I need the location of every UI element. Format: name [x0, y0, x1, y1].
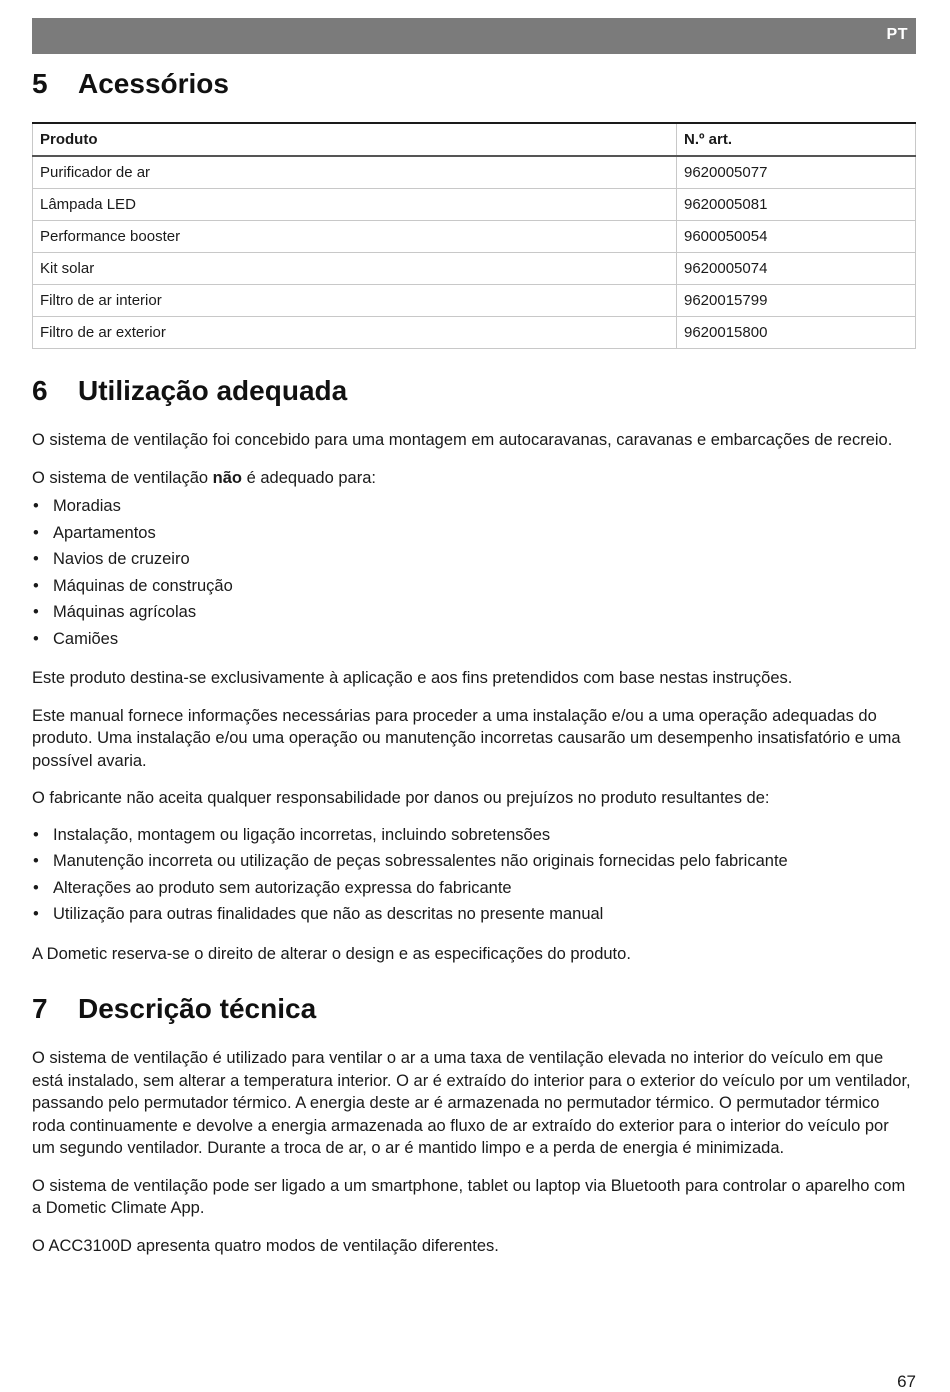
list-item: • Camiões — [32, 626, 916, 653]
section-heading — [32, 993, 916, 1025]
product-cell: Performance booster — [33, 221, 677, 253]
table-row — [33, 221, 916, 253]
section-intended-use — [32, 375, 916, 965]
language-tag: PT — [886, 26, 908, 43]
product-cell: Kit solar — [33, 253, 677, 285]
art-no-cell: 9620015800 — [677, 317, 916, 349]
list-item: • Máquinas de construção — [32, 573, 916, 600]
section-accessories — [32, 68, 916, 349]
page-number: 67 — [897, 1372, 916, 1391]
table-row — [33, 317, 916, 349]
list-item: • Manutenção incorreta ou utilização de peças sobressalentes não originais fornecidas pelo fabricante — [32, 848, 916, 875]
paragraph: O ACC3100D apresenta quatro modos de ventilação diferentes. — [32, 1236, 499, 1255]
paragraph: O sistema de ventilação é utilizado para ventilar o ar a uma taxa de ventilação elevada no interior do veículo em que está instalado, sem alterar a temperatura interior. O ar é extraído do interior para o exterior do veículo por um ventilador, passando pelo permutador térmico. A energia deste ar é armazenada no permutador térmico. O permutador térmico roda continuamente e devolve a energia armazenada ao fluxo de ar extraído do exterior para o interior do veículo por um segundo ventilador. Durante a troca de ar, o ar é mantido limpo e a perda de energia é minimizada. — [32, 1049, 911, 1157]
accessories-table — [32, 122, 916, 349]
paragraph: O fabricante não aceita qualquer responsabilidade por danos ou prejuízos no produto resultantes de: — [32, 789, 770, 807]
list-item: • Máquinas agrícolas — [32, 599, 916, 626]
table-row — [33, 253, 916, 285]
section-title: Acessórios — [78, 68, 229, 99]
section-number: 6 — [32, 375, 48, 406]
column-header-product: Produto — [33, 123, 677, 156]
text-run: O sistema de ventilação — [32, 468, 213, 487]
product-cell: Lâmpada LED — [33, 189, 677, 221]
table-row — [33, 156, 916, 189]
art-no-cell: 9620015799 — [677, 285, 916, 317]
table-row — [33, 285, 916, 317]
section-heading — [32, 68, 916, 100]
paragraph: Este produto destina-se exclusivamente à aplicação e aos fins pretendidos com base nestas instruções. — [32, 669, 793, 687]
section-technical-description — [32, 993, 916, 1257]
not-suitable-list — [32, 493, 916, 652]
art-no-cell: 9600050054 — [677, 221, 916, 253]
emphasis-text: não — [212, 468, 243, 487]
table-header-row — [33, 123, 916, 156]
list-item: • Utilização para outras finalidades que não as descritas no presente manual — [32, 901, 916, 928]
art-no-cell: 9620005077 — [677, 156, 916, 189]
art-no-cell: 9620005074 — [677, 253, 916, 285]
liability-list — [32, 822, 916, 928]
paragraph: O sistema de ventilação foi concebido para uma montagem em autocaravanas, caravanas e embarcações de recreio. — [32, 431, 893, 449]
list-item: • Navios de cruzeiro — [32, 546, 916, 573]
list-item: • Alterações ao produto sem autorização expressa do fabricante — [32, 875, 916, 902]
product-cell: Purificador de ar — [33, 156, 677, 189]
art-no-cell: 9620005081 — [677, 189, 916, 221]
page-content — [32, 64, 916, 1257]
section-title: Descrição técnica — [78, 993, 317, 1024]
section-heading — [32, 375, 916, 407]
list-item: • Moradias — [32, 493, 916, 520]
paragraph-not-suitable — [32, 467, 916, 490]
list-item: • Apartamentos — [32, 520, 916, 547]
section-number: 7 — [32, 993, 48, 1024]
text-run: é adequado para: — [242, 468, 376, 487]
column-header-art-no: N.º art. — [677, 123, 916, 156]
section-title: Utilização adequada — [78, 375, 348, 406]
paragraph: O sistema de ventilação pode ser ligado a um smartphone, tablet ou laptop via Bluetooth para controlar o aparelho com a Dometic Climate App. — [32, 1176, 906, 1217]
section-number: 5 — [32, 68, 48, 99]
table-row — [33, 189, 916, 221]
header-bar — [32, 18, 916, 54]
paragraph: Este manual fornece informações necessárias para proceder a uma instalação e/ou a uma operação adequadas do produto. Uma instalação e/ou uma operação ou manutenção incorretas causarão um desempenho insatisfatório e uma possível avaria. — [32, 706, 901, 770]
product-cell: Filtro de ar interior — [33, 285, 677, 317]
list-item: • Instalação, montagem ou ligação incorretas, incluindo sobretensões — [32, 822, 916, 849]
paragraph: A Dometic reserva-se o direito de alterar o design e as especificações do produto. — [32, 944, 631, 963]
product-cell: Filtro de ar exterior — [33, 317, 677, 349]
